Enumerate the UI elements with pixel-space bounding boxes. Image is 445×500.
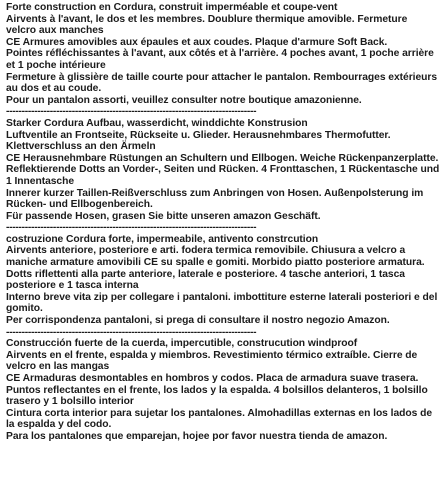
text-line: costruzione Cordura forte, impermeabile, antivento constrcution bbox=[6, 233, 319, 245]
text-line: Forte construction en Cordura, construit imperméable et coupe-vent bbox=[6, 2, 338, 13]
text-line: Cintura corta interior para sujetar los pantalones. Almohadillas externas en los lados de la espalda y del codo. bbox=[6, 407, 433, 431]
text-line: Pointes réfléchissantes à l'avant, aux côtés et à l'arrière. 4 poches avant, 1 poche arrière et 1 poche intérieure bbox=[6, 48, 434, 71]
text-line: Luftventile an Frontseite, Rückseite u. Glieder. Herausnehmbares Thermofutter. Klettverschluss an den Ärmeln bbox=[6, 129, 391, 153]
section-separator: -------------------------------------------------------------------------------- bbox=[6, 326, 257, 338]
text-line: Starker Cordura Aufbau, wasserdicht, winddichte Konstrusion bbox=[6, 117, 308, 129]
text-line: Airvents en el frente, espalda y miembros. Revestimiento térmico extraíble. Cierre de velcro en las mangas bbox=[6, 349, 418, 373]
text-line: Pour un pantalon assorti, veuillez consulter notre boutique amazonienne. bbox=[6, 94, 362, 106]
text-line: Fermeture à glissière de taille courte pour attacher le pantalon. Rembourrages extérieurs au dos et au coude. bbox=[6, 71, 438, 95]
product-description bbox=[6, 2, 440, 443]
text-line: Airvents anteriore, posteriore e arti. fodera termica removibile. Chiusura a velcro a maniche armature amovibili CE su spalle e gomiti. Morbido piatto posteriore armatura. bbox=[6, 245, 425, 269]
text-line: Reflektierende Dotts an Vorder-, Seiten und Rücken. 4 Fronttaschen, 1 Rückentasche und 1 Innentasche bbox=[6, 164, 440, 187]
section-separator: -------------------------------------------------------------------------------- bbox=[6, 222, 257, 234]
text-line: Dotts riflettenti alla parte anteriore, laterale e posteriore. 4 tasche anteriori, 1 tasca posteriore e 1 tasca interna bbox=[6, 268, 405, 292]
text-line: Für passende Hosen, grasen Sie bitte unseren amazon Geschäft. bbox=[6, 210, 321, 222]
text-line: CE Armures amovibles aux épaules et aux coudes. Plaque d'armure Soft Back. bbox=[6, 36, 388, 48]
text-line: Per corrispondenza pantaloni, si prega di consultare il nostro negozio Amazon. bbox=[6, 315, 390, 327]
text-line: Airvents à l'avant, le dos et les membres. Doublure thermique amovible. Fermeture velcro aux manches bbox=[6, 13, 408, 37]
section-french bbox=[6, 2, 440, 106]
text-line: Innerer kurzer Taillen-Reißverschluss zum Anbringen von Hosen. Außenpolsterung im Rücken- und Ellbogenbereich. bbox=[6, 187, 424, 211]
text-line: Interno breve vita zip per collegare i pantaloni. imbottiture esterne laterali posteriori e del gomito. bbox=[6, 291, 438, 315]
section-italian bbox=[6, 234, 440, 327]
section-separator: -------------------------------------------------------------------------------- bbox=[6, 106, 257, 118]
text-line: Para los pantalones que emparejan, hojee por favor nuestra tienda de amazon. bbox=[6, 430, 388, 442]
section-spanish bbox=[6, 338, 440, 442]
text-line: CE Herausnehmbare Rüstungen an Schultern und Ellbogen. Weiche Rückenpanzerplatte. bbox=[6, 152, 439, 164]
text-line: Construcción fuerte de la cuerda, impercutible, construcution windproof bbox=[6, 338, 358, 350]
text-line: Puntos reflectantes en el frente, los lados y la espalda. 4 bolsillos delanteros, 1 bolsillo trasero y 1 bolsillo interior bbox=[6, 384, 428, 408]
text-line: CE Armaduras desmontables en hombros y codos. Placa de armadura suave trasera. bbox=[6, 373, 419, 384]
section-german bbox=[6, 118, 440, 222]
